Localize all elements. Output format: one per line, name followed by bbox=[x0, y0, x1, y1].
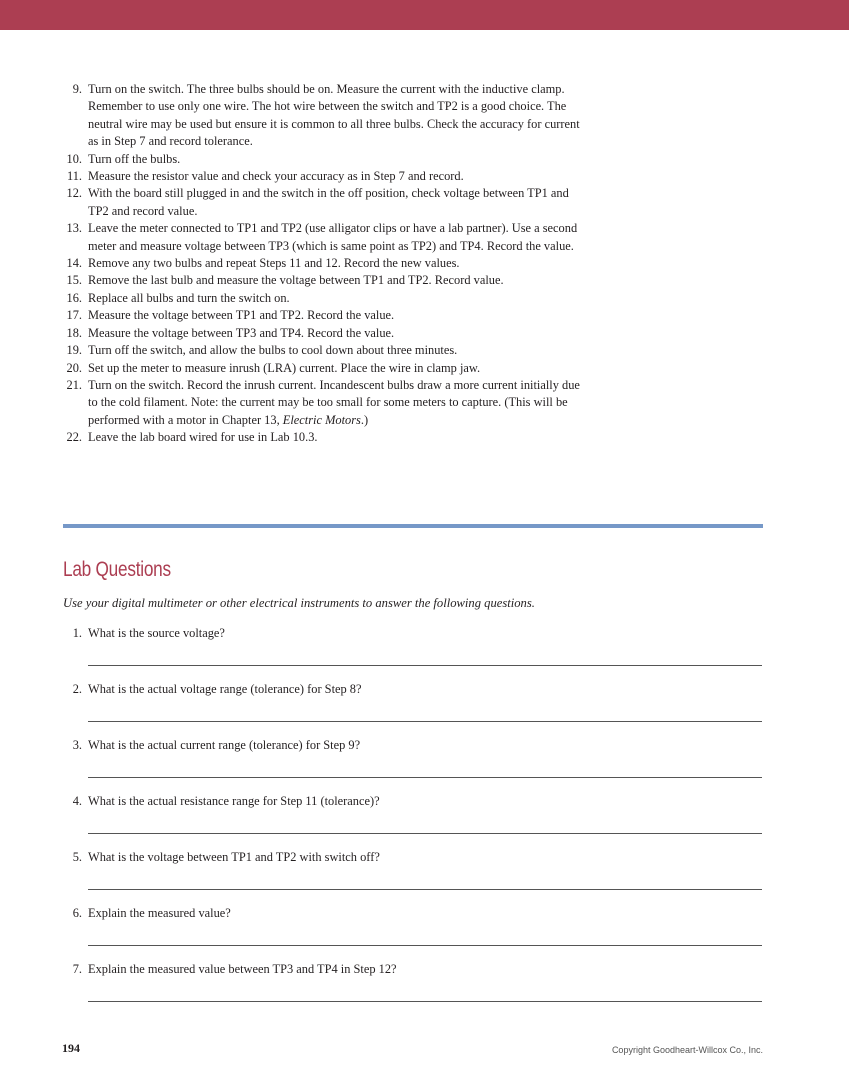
step-item bbox=[62, 290, 582, 307]
question-item bbox=[62, 682, 762, 738]
step-text: With the board still plugged in and the switch in the off position, check voltage between TP1 and TP2 and record value. bbox=[88, 186, 569, 218]
step-item bbox=[62, 168, 582, 185]
question-text: What is the actual resistance range for Step 11 (tolerance)? bbox=[88, 794, 380, 808]
answer-line[interactable] bbox=[88, 889, 762, 890]
page-number: 194 bbox=[62, 1041, 80, 1055]
step-item bbox=[62, 360, 582, 377]
step-number: 14. bbox=[66, 256, 82, 271]
step-item bbox=[62, 255, 582, 272]
step-number: 17. bbox=[66, 308, 82, 323]
step-item bbox=[62, 220, 582, 255]
book-chapter-title: Electric Motors bbox=[282, 412, 361, 427]
step-number: 16. bbox=[66, 290, 82, 305]
copyright-notice: Copyright Goodheart-Willcox Co., Inc. bbox=[611, 1045, 763, 1055]
question-text: What is the source voltage? bbox=[88, 626, 225, 640]
step-text: Measure the voltage between TP3 and TP4. Record the value. bbox=[88, 325, 395, 340]
section-intro: Use your digital multimeter or other electrical instruments to answer the following questions. bbox=[63, 596, 535, 610]
step-number: 20. bbox=[66, 360, 82, 375]
step-number: 19. bbox=[66, 343, 82, 358]
procedure-steps bbox=[62, 81, 582, 447]
step-number: 18. bbox=[66, 325, 82, 340]
question-item bbox=[62, 906, 762, 962]
step-text: Leave the lab board wired for use in Lab 10.3. bbox=[88, 430, 318, 445]
step-text: Remove any two bulbs and repeat Steps 11 and 12. Record the new values. bbox=[88, 256, 460, 271]
step-item bbox=[62, 185, 582, 220]
answer-line[interactable] bbox=[88, 665, 762, 666]
step-number: 11. bbox=[66, 169, 82, 184]
question-item bbox=[62, 626, 762, 682]
question-item bbox=[62, 962, 762, 1018]
step-number: 15. bbox=[66, 273, 82, 288]
question-text: Explain the measured value between TP3 and TP4 in Step 12? bbox=[88, 962, 397, 976]
step-text: Replace all bulbs and turn the switch on. bbox=[88, 290, 290, 305]
step-item bbox=[62, 342, 582, 359]
step-number: 21. bbox=[66, 377, 82, 392]
section-divider bbox=[63, 524, 763, 528]
question-item bbox=[62, 850, 762, 906]
step-item bbox=[62, 429, 582, 446]
question-number: 4. bbox=[72, 794, 82, 808]
question-text: Explain the measured value? bbox=[88, 906, 231, 920]
answer-line[interactable] bbox=[88, 1001, 762, 1002]
step-number: 10. bbox=[66, 151, 82, 166]
lab-questions bbox=[62, 626, 762, 1018]
step-text: Measure the resistor value and check your accuracy as in Step 7 and record. bbox=[88, 169, 464, 184]
step-item bbox=[62, 325, 582, 342]
question-number: 7. bbox=[72, 962, 82, 976]
step-item bbox=[62, 307, 582, 324]
step-text-end: .) bbox=[360, 412, 369, 427]
question-text: What is the actual voltage range (tolerance) for Step 8? bbox=[88, 682, 362, 696]
step-number: 13. bbox=[66, 221, 82, 236]
header-band bbox=[0, 0, 849, 30]
answer-line[interactable] bbox=[88, 721, 762, 722]
step-text: Turn on the switch. Record the inrush current. Incandescent bulbs draw a more current initially due to the cold filament. Note: the current may be too small for some meters to capture. (This will be performed with a motor in Chapter 13, bbox=[88, 377, 580, 427]
step-number: 9. bbox=[72, 82, 82, 96]
question-text: What is the actual current range (tolerance) for Step 9? bbox=[88, 738, 361, 752]
step-text: Measure the voltage between TP1 and TP2. Record the value. bbox=[88, 308, 395, 323]
question-number: 3. bbox=[72, 738, 82, 752]
question-item bbox=[62, 794, 762, 850]
question-number: 6. bbox=[72, 906, 82, 920]
step-text: Leave the meter connected to TP1 and TP2 (use alligator clips or have a lab partner). Use a second meter and measure voltage between TP3 (which is same point as TP2) and TP4. Record the value. bbox=[88, 221, 578, 253]
question-number: 2. bbox=[72, 682, 82, 696]
question-item bbox=[62, 738, 762, 794]
step-text: Remove the last bulb and measure the voltage between TP1 and TP2. Record value. bbox=[88, 273, 504, 288]
step-number: 12. bbox=[66, 186, 82, 201]
step-item bbox=[62, 151, 582, 168]
step-text: Turn off the bulbs. bbox=[88, 151, 181, 166]
step-text: Turn off the switch, and allow the bulbs to cool down about three minutes. bbox=[88, 343, 458, 358]
question-number: 5. bbox=[72, 850, 82, 864]
answer-line[interactable] bbox=[88, 777, 762, 778]
question-text: What is the voltage between TP1 and TP2 with switch off? bbox=[88, 850, 380, 864]
step-number: 22. bbox=[66, 430, 82, 445]
step-item bbox=[62, 272, 582, 289]
step-item bbox=[62, 81, 582, 151]
step-text: Turn on the switch. The three bulbs should be on. Measure the current with the inductive clamp. Remember to use only one wire. The hot wire between the switch and TP2 is a good choice. The neutral wire may be used but ensure it is common to all three bulbs. Check the accuracy for current as in Step 7 and record tolerance. bbox=[88, 82, 580, 149]
step-text: Set up the meter to measure inrush (LRA) current. Place the wire in clamp jaw. bbox=[88, 360, 481, 375]
question-number: 1. bbox=[72, 626, 82, 640]
answer-line[interactable] bbox=[88, 945, 762, 946]
answer-line[interactable] bbox=[88, 833, 762, 834]
step-item bbox=[62, 377, 582, 429]
section-title: Lab Questions bbox=[63, 558, 171, 581]
